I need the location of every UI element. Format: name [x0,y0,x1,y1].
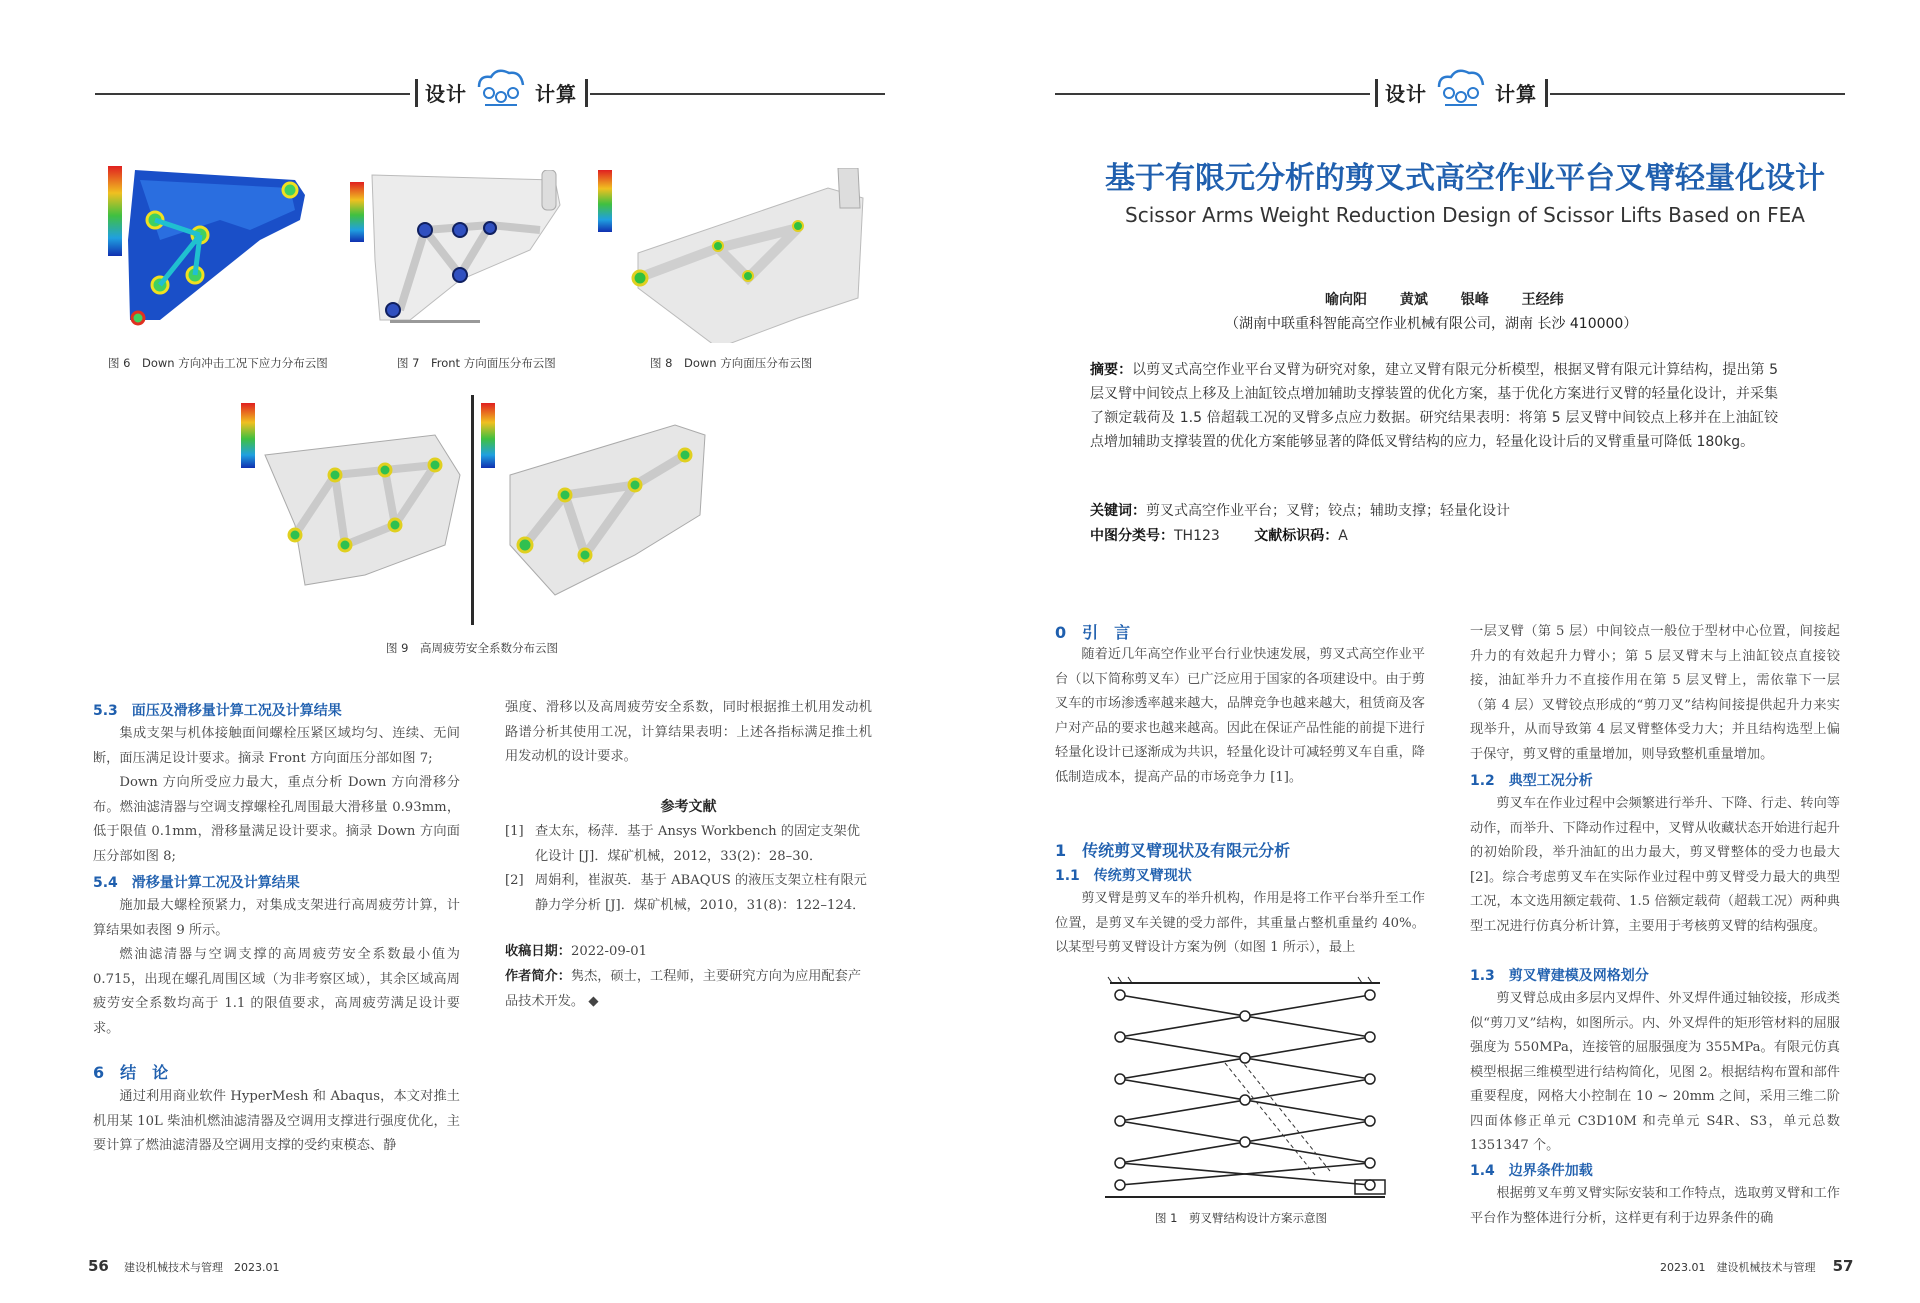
header-tag-compute: 计算 [535,82,577,106]
figure-1-scissor-schematic [1100,975,1390,1205]
paragraph: 随着近几年高空作业平台行业快速发展，剪叉式高空作业平台（以下简称剪叉车）已广泛应用于国家的各项建设中。由于剪叉车的市场渗透率越来越大，品牌竞争也越来越大，租赁商及客户对产品的要求也越来越高。因此在保证产品性能的前提下进行轻量化设计已逐渐成为共识，轻量化设计可减轻剪叉车自重，降低制造成本，提高产品的市场竞争力 [1]。 [1055,647,1425,785]
section-1-3-body [1470,987,1840,1159]
right-page [960,0,1920,1303]
figure-1-caption: 图 1 剪叉臂结构设计方案示意图 [1155,1211,1327,1225]
section-1-1-body [1055,887,1425,961]
paragraph: 根据剪叉车剪叉臂实际安装和工作特点，选取剪叉臂和工作平台作为整体进行分析，这样更有利于边界条件的确 [1470,1186,1840,1226]
section-1-2-body [1470,792,1840,939]
figure-7-front-pressure [350,170,580,335]
author-list [1325,289,1564,309]
paragraph: 剪叉车在作业过程中会频繁进行举升、下降、行走、转向等动作，而举升、下降动作过程中，叉臂从收藏状态开始进行起升的初始阶段，举升油缸的出力最大，剪叉臂整体的受力也最大 [2]。综合考虑剪叉车在实际作业过程中剪叉臂受力最大的典型工况，本文选用额定载荷、1.5 倍额定载荷（超载工况）两种典型工况进行仿真分析计算，主要用于考核剪叉臂的结构强度。 [1470,796,1840,934]
paragraph: Down 方向所受应力最大，重点分析 Down 方向滑移分布。燃油滤清器与空调支撑螺栓孔周围最大滑移量 0.93mm，低于限值 0.1mm，滑移量满足设计要求。摘录 Down 方向面压分部如图 8; [93,775,460,864]
affiliation: （湖南中联重科智能高空作业机械有限公司，湖南 长沙 410000） [1225,316,1638,332]
author-name: 喻向阳 [1325,292,1367,308]
paragraph: 集成支架与机体接触面间螺栓压紧区域均匀、连续、无间断，面压满足设计要求。摘录 Front 方向面压分部如图 7; [93,726,460,766]
section-5-3-body [93,722,460,869]
reference-item: [2] 周娟利，崔淑英．基于 ABAQUS 的液压支架立柱有限元静力学分析 [J]．煤矿机械，2010，31(8)：122–124． [505,873,867,913]
classification: 中图分类号：TH123 文献标识码：A [1090,528,1348,544]
page-number: 57 [1832,1257,1854,1275]
figure-9-caption: 图 9 高周疲劳安全系数分布云图 [386,641,558,655]
section-1-4-body [1470,1182,1840,1231]
section-1-heading: 1 传统剪叉臂现状及有限元分析 [1055,841,1291,860]
footer-left [88,1256,279,1275]
section-5-4-heading: 5.4 滑移量计算工况及计算结果 [93,875,300,891]
section-6-heading: 6 结 论 [93,1063,169,1082]
footer-right [1660,1256,1853,1275]
paragraph: 燃油滤清器与空调支撑的高周疲劳安全系数最小值为 0.715，出现在螺孔周围区域（为非考察区域），其余区域高周疲劳安全系数均高于 1.1 的限值要求，高周疲劳满足设计要求。 [93,947,460,1036]
section-1-3-heading: 1.3 剪叉臂建模及网格划分 [1470,968,1649,984]
column-2-continuation [505,696,872,770]
figure-9-fatigue-safety [235,395,715,625]
section-1-4-heading: 1.4 边界条件加载 [1470,1163,1593,1179]
reference-item: [1] 查太东，杨萍．基于 Ansys Workbench 的固定支架优化设计 [J]．煤矿机械，2012，33(2)：28–30． [505,824,860,864]
page-number: 56 [88,1257,109,1275]
received-date: 收稿日期：2022-09-01 [505,944,647,959]
abstract: 摘要：以剪叉式高空作业平台叉臂为研究对象，建立叉臂有限元分析模型，根据叉臂有限元计算结构，提出第 5 层叉臂中间铰点上移及上油缸铰点增加辅助支撑装置的优化方案，基于优化方案进行叉臂的轻量化设计，并采集了额定载荷及 1.5 倍超载工况的叉臂多点应力数据。研究结果表明：将第 5 层叉臂中间铰点上移并在上油缸铰点增加辅助支撑装置的优化方案能够显著的降低叉臂结构的应力，轻量化设计后的叉臂重量可降低 180kg。 [1090,362,1779,450]
paragraph: 施加最大螺栓预紧力，对集成支架进行高周疲劳计算，计算结果如表图 9 所示。 [93,898,460,938]
header-tag-design: 设计 [425,82,467,106]
paragraph: 强度、滑移以及高周疲劳安全系数，同时根据推土机用发动机路谱分析其使用工况，计算结果表明：上述各指标满足推土机用发动机的设计要求。 [505,700,872,764]
running-header-left [95,75,885,113]
figure-8-down-pressure [598,168,868,343]
figure-7-caption: 图 7 Front 方向面压分布云图 [397,356,556,370]
cloud-icon [471,65,531,109]
header-tag-compute: 计算 [1495,82,1537,106]
journal-name: 2023.01 建设机械技术与管理 [1660,1261,1816,1274]
keywords: 关键词：剪叉式高空作业平台；叉臂；铰点；辅助支撑；轻量化设计 [1090,503,1510,519]
author-name: 银峰 [1460,292,1489,308]
end-mark-icon: ◆ [588,993,599,1009]
references-list [505,820,872,918]
section-5-4-body [93,894,460,1041]
figure-6-stress-contour [100,160,320,335]
author-name: 黄斌 [1399,292,1428,308]
author-bio: 作者简介：隽杰，硕士，工程师，主要研究方向为应用配套产品技术开发。 ◆ [505,969,862,1009]
header-tag-design: 设计 [1385,82,1427,106]
running-header-right [1055,75,1845,113]
section-0-body [1055,643,1425,790]
journal-name: 建设机械技术与管理 2023.01 [123,1261,280,1274]
article-english-title: Scissor Arms Weight Reduction Design of Scissor Lifts Based on FEA [1125,203,1805,227]
section-1-1-heading: 1.1 传统剪叉臂现状 [1055,868,1192,884]
column-2-intro [1470,620,1840,767]
paragraph: 剪叉臂是剪叉车的举升机构，作用是将工作平台举升至工作位置，是剪叉车关键的受力部件，其重量占整机重量约 40%。以某型号剪叉臂设计方案为例（如图 1 所示），最上 [1055,891,1425,955]
section-6-body [93,1085,460,1159]
references-heading: 参考文献 [660,799,717,815]
figure-6-caption: 图 6 Down 方向冲击工况下应力分布云图 [108,356,328,370]
section-1-2-heading: 1.2 典型工况分析 [1470,773,1593,789]
paragraph: 一层叉臂（第 5 层）中间铰点一般位于型材中心位置，间接起升力的有效起升力臂小；第 5 层叉臂末与上油缸铰点直接铰接，油缸举升力不直接作用在第 5 层叉臂上，需依靠下一层（第 4 层）叉臂铰点形成的“剪刀叉”结构间接提供起升力来实现举升，从而导致第 4 层叉臂整体受力大；并且结构选型上偏于保守，剪叉臂的重量增加，则导致整机重量增加。 [1470,624,1840,762]
article-title: 基于有限元分析的剪叉式高空作业平台叉臂轻量化设计 [1105,161,1825,196]
author-name: 王经纬 [1521,292,1564,308]
figure-8-caption: 图 8 Down 方向面压分布云图 [650,356,813,370]
section-0-heading: 0 引 言 [1055,623,1131,642]
cloud-icon [1431,65,1491,109]
section-5-3-heading: 5.3 面压及滑移量计算工况及计算结果 [93,703,342,719]
paragraph: 通过利用商业软件 HyperMesh 和 Abaqus，本文对推土机用某 10L 柴油机燃油滤清器及空调用支撑进行强度优化，主要计算了燃油滤清器及空调用支撑的受约束模态、静 [93,1089,460,1153]
paragraph: 剪叉臂总成由多层内叉焊件、外叉焊件通过轴铰接，形成类似“剪刀叉”结构，如图所示。内、外叉焊件的矩形管材料的屈服强度为 550MPa，连接管的屈服强度为 355MPa。有限元仿真模型根据三维模型进行结构简化，见图 2。根据结构布置和部件重要程度，网格大小控制在 10 ~ 20mm 之间，采用三维二阶四面体修正单元 C3D10M 和壳单元 S4R、S3，单元总数 1351347 个。 [1470,991,1840,1153]
